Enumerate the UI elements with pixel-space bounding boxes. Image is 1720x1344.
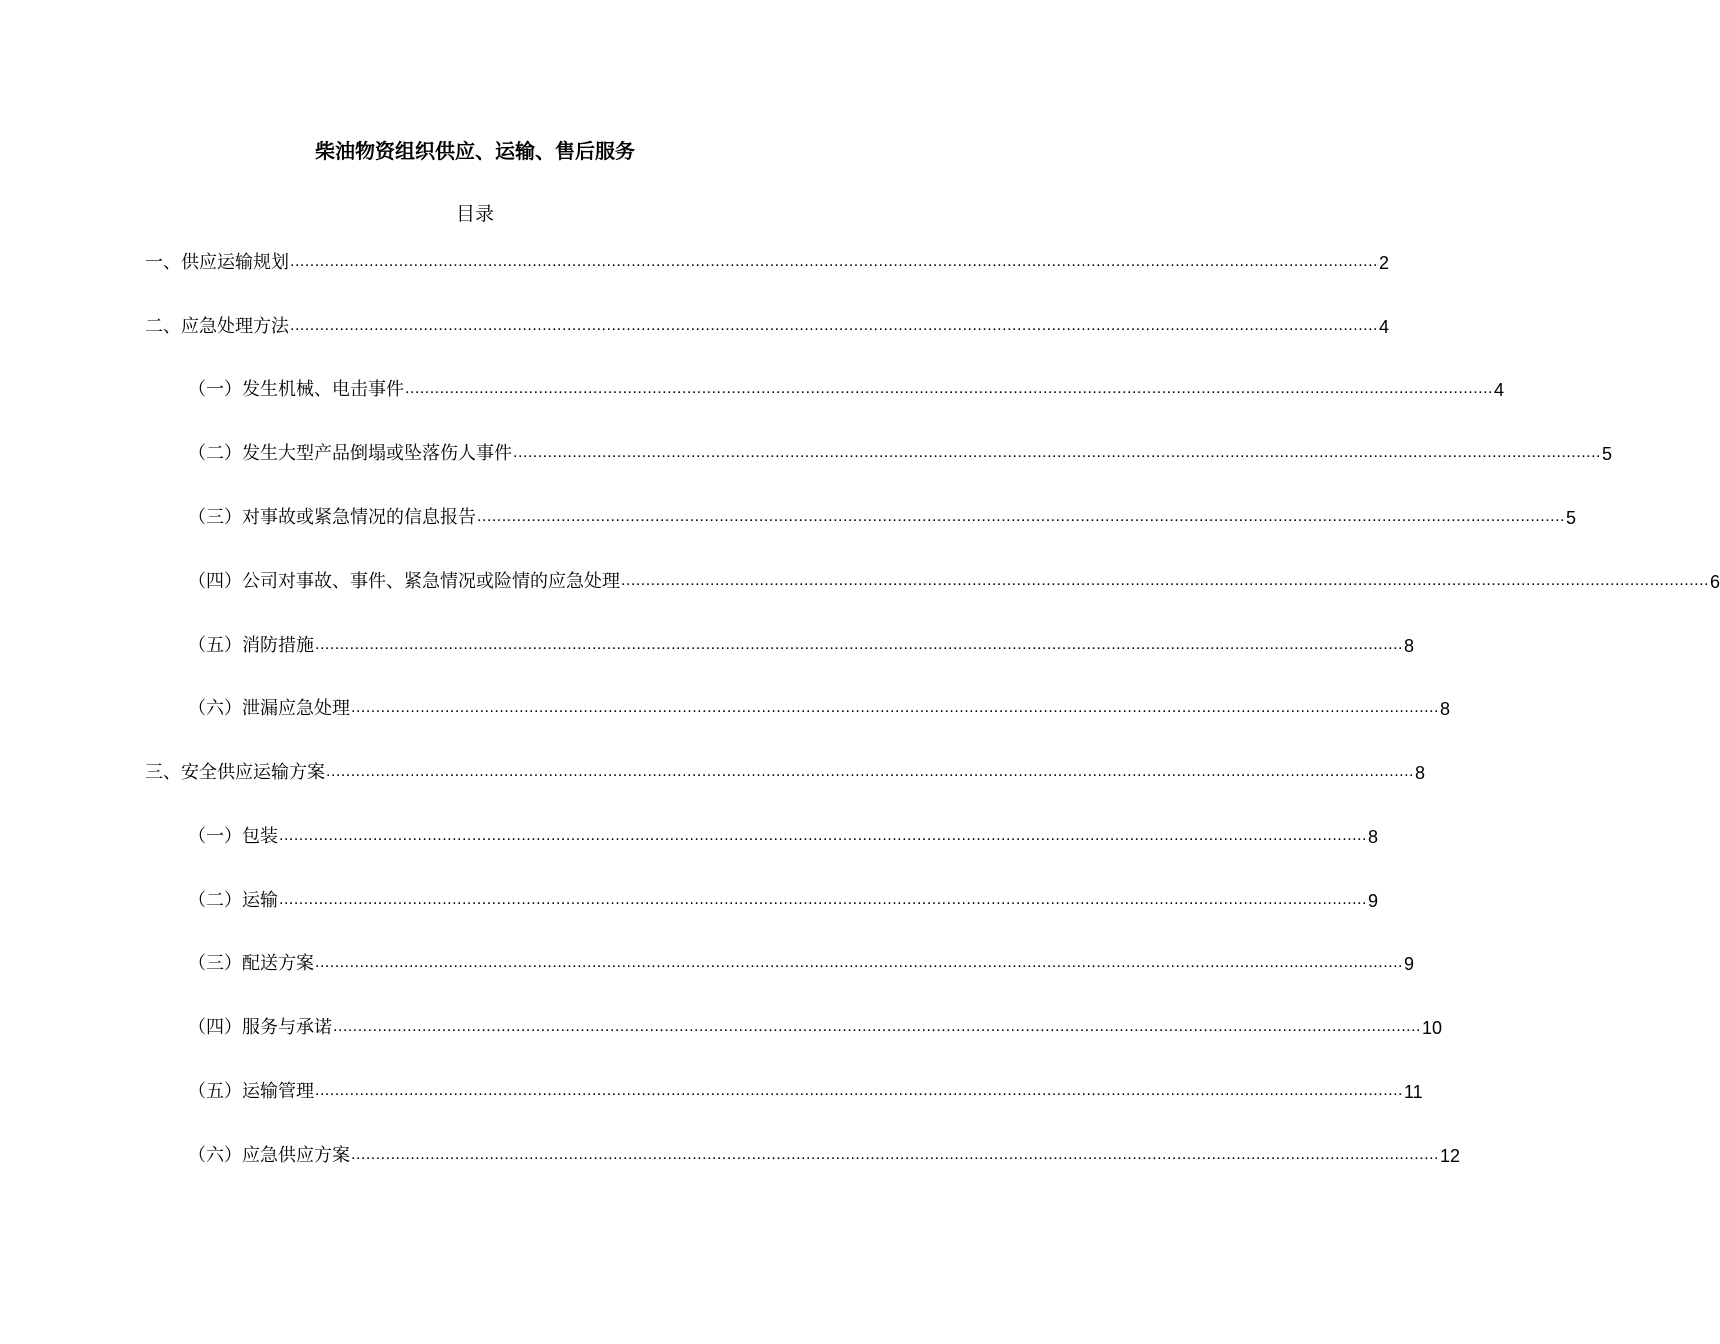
toc-entry[interactable] [188,567,1720,597]
toc-entry-page: 10 [1421,1018,1442,1038]
toc-leader-dots: ............................................................................................................................................................................................................................ [290,253,1378,270]
toc-entry-label: （二）发生大型产品倒塌或坠落伤人事件 [188,443,512,464]
toc-entry[interactable] [145,758,1425,788]
toc-entry-label: （三）对事故或紧急情况的信息报告 [188,507,476,528]
toc-entry-label: （五）消防措施 [188,635,314,656]
toc-entry-label: 一、供应运输规划 [145,252,289,273]
toc-entry[interactable] [188,694,1450,724]
toc-entry-page: 8 [1414,763,1425,783]
toc-leader-dots: ............................................................................................................................................................................................................................ [279,827,1367,844]
toc-entry-label: （六）泄漏应急处理 [188,698,350,719]
toc-leader-dots: ............................................................................................................................................................................................................................ [477,508,1565,525]
toc-entry-label: （六）应急供应方案 [188,1145,350,1166]
toc-entry-page: 4 [1378,317,1389,337]
toc-entry[interactable] [188,949,1414,979]
toc-entry-page: 8 [1439,699,1450,719]
toc-leader-dots: ............................................................................................................................................................................................................................ [326,763,1414,780]
toc-entry-page: 9 [1367,891,1378,911]
toc-entry[interactable] [145,248,1389,278]
toc-entry-page: 8 [1403,636,1414,656]
toc-entry[interactable] [188,631,1414,661]
toc-entry[interactable] [188,375,1504,405]
toc-leader-dots: ............................................................................................................................................................................................................................ [333,1018,1421,1035]
toc-entry-label: （一）包装 [188,826,278,847]
toc-entry-label: （二）运输 [188,890,278,911]
toc-entry[interactable] [188,1141,1460,1171]
toc-entry[interactable] [188,439,1612,469]
toc-entry-page: 11 [1403,1082,1423,1102]
toc-entry-label: （一）发生机械、电击事件 [188,379,404,400]
toc-leader-dots: ............................................................................................................................................................................................................................ [351,699,1439,716]
toc-entry[interactable] [188,503,1576,533]
toc-leader-dots: ............................................................................................................................................................................................................................ [279,891,1367,908]
toc-heading: 目录 [455,203,494,225]
toc-entry[interactable] [188,1013,1442,1043]
toc-leader-dots: ............................................................................................................................................................................................................................ [513,444,1601,461]
toc-entry-label: 三、安全供应运输方案 [145,762,325,783]
toc-entry-page: 5 [1565,508,1576,528]
toc-entry[interactable] [188,1077,1423,1107]
toc-leader-dots: ............................................................................................................................................................................................................................ [405,380,1493,397]
toc-entry-label: （四）服务与承诺 [188,1017,332,1038]
toc-leader-dots: ............................................................................................................................................................................................................................ [290,317,1378,334]
toc-entry-page: 9 [1403,954,1414,974]
toc-leader-dots: ............................................................................................................................................................................................................................ [351,1146,1439,1163]
toc-entry[interactable] [188,886,1378,916]
toc-entry-page: 4 [1493,380,1504,400]
toc-entry-label: 二、应急处理方法 [145,316,289,337]
toc-entry[interactable] [145,312,1389,342]
toc-entry-page: 5 [1601,444,1612,464]
toc-leader-dots: ............................................................................................................................................................................................................................ [621,572,1709,589]
toc-entry-label: （四）公司对事故、事件、紧急情况或险情的应急处理 [188,571,620,592]
toc-entry-page: 2 [1378,253,1389,273]
toc-leader-dots: ............................................................................................................................................................................................................................ [315,636,1403,653]
toc-entry[interactable] [188,822,1378,852]
toc-entry-label: （五）运输管理 [188,1081,314,1102]
document-title: 柴油物资组织供应、运输、售后服务 [315,139,635,163]
toc-leader-dots: ............................................................................................................................................................................................................................ [315,1082,1403,1099]
toc-leader-dots: ............................................................................................................................................................................................................................ [315,954,1403,971]
toc-entry-page: 6 [1709,572,1720,592]
toc-entry-label: （三）配送方案 [188,953,314,974]
toc-entry-page: 8 [1367,827,1378,847]
toc-entry-page: 12 [1439,1146,1460,1166]
